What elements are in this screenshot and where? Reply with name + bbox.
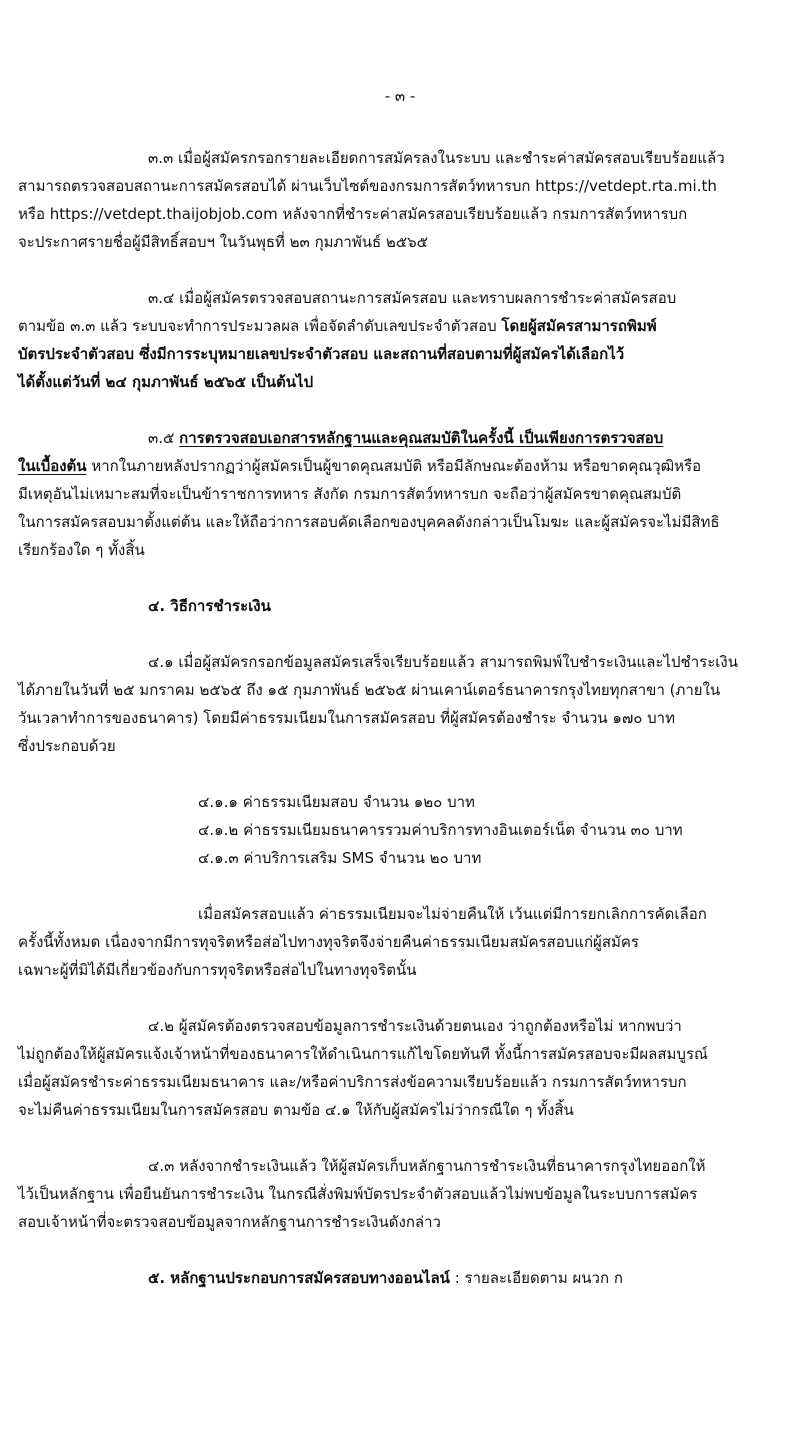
document-line xyxy=(18,1044,780,1066)
text-segment: ไว้เป็นหลักฐาน เพื่อยืนยันการชำระเงิน ในกรณีสั่งพิมพ์บัตรประจำตัวสอบแล้วไม่พบข้อมูลในระบบการสมัคร xyxy=(18,1185,698,1203)
text-segment: เมื่อผู้สมัครชำระค่าธรรมเนียมธนาคาร และ/หรือค่าบริการส่งข้อความเรียบร้อยแล้ว กรมการสัตว์ทหารบก xyxy=(18,1073,687,1091)
document-line xyxy=(18,1184,780,1206)
document-line xyxy=(18,932,780,954)
text-segment: วันเวลาทำการของธนาคาร) โดยมีค่าธรรมเนียมในการสมัครสอบ ที่ผู้สมัครต้องชำระ จำนวน ๑๗๐ บาท xyxy=(18,709,675,727)
document-line xyxy=(18,484,780,506)
text-segment: จะไม่คืนค่าธรรมเนียมในการสมัครสอบ ตามข้อ ๔.๑ ให้กับผู้สมัครไม่ว่ากรณีใด ๆ ทั้งสิ้น xyxy=(18,1101,574,1119)
text-segment: ซึ่งประกอบด้วย xyxy=(18,737,116,755)
text-segment: ๔.๑.๑ ค่าธรรมเนียมสอบ จำนวน ๑๒๐ บาท xyxy=(198,793,475,811)
page-number: - ๓ - xyxy=(384,87,416,105)
text-segment: บัตรประจำตัวสอบ ซึ่งมีการระบุหมายเลขประจำตัวสอบ และสถานที่สอบตามที่ผู้สมัครได้เลือกไว้ xyxy=(18,345,625,363)
document-line xyxy=(18,1100,780,1122)
text-segment: ๔.๑.๓ ค่าบริการเสริม SMS จำนวน ๒๐ บาท xyxy=(198,849,482,867)
text-segment: เรียกร้องใด ๆ ทั้งสิ้น xyxy=(18,541,145,559)
document-line xyxy=(148,596,800,618)
document-line xyxy=(148,652,800,674)
text-segment: จะประกาศรายชื่อผู้มีสิทธิ์สอบฯ ในวันพุธที่ ๒๓ กุมภาพันธ์ ๒๕๖๕ xyxy=(18,233,429,251)
document-line xyxy=(18,456,780,478)
document-line xyxy=(18,960,780,982)
document-line xyxy=(18,204,780,226)
text-segment: สามารถตรวจสอบสถานะการสมัครสอบได้ ผ่านเว็บไซต์ของกรมการสัตว์ทหารบก https://vetdept.rta.mi.th xyxy=(18,177,717,195)
text-segment: ๕. หลักฐานประกอบการสมัครสอบทางออนไลน์ xyxy=(148,1269,450,1287)
document-line xyxy=(18,176,780,198)
document-line xyxy=(198,820,758,842)
text-segment: หรือ https://vetdept.thaijobjob.com หลังจากที่ชำระค่าสมัครสอบเรียบร้อยแล้ว กรมการสัตว์ทหารบก xyxy=(18,205,688,223)
document-line xyxy=(148,1016,800,1038)
document-line xyxy=(148,1156,800,1178)
text-segment: เมื่อสมัครสอบแล้ว ค่าธรรมเนียมจะไม่จ่ายคืนให้ เว้นแต่มีการยกเลิกการคัดเลือก xyxy=(198,905,707,923)
text-segment: หากในภายหลังปรากฏว่าผู้สมัครเป็นผู้ขาดคุณสมบัติ หรือมีลักษณะต้องห้าม หรือขาดคุณวุฒิหรือ xyxy=(86,457,702,475)
document-line xyxy=(198,848,758,870)
document-line xyxy=(148,148,800,170)
document-line xyxy=(148,288,800,310)
text-segment: เฉพาะผู้ที่มิได้มีเกี่ยวข้องกับการทุจริตหรือส่อไปในทางทุจริตนั้น xyxy=(18,961,417,979)
document-line xyxy=(18,708,780,730)
text-segment: มีเหตุอันไม่เหมาะสมที่จะเป็นข้าราชการทหาร สังกัด กรมการสัตว์ทหารบก จะถือว่าผู้สมัครขาดคุณสมบัติ xyxy=(18,485,682,503)
text-segment: : รายละเอียดตาม ผนวก ก xyxy=(449,1269,623,1287)
document-line xyxy=(198,792,758,814)
document-line xyxy=(18,372,780,394)
document-line xyxy=(18,344,780,366)
text-segment: โดยผู้สมัครสามารถพิมพ์ xyxy=(501,317,657,335)
document-line xyxy=(18,1072,780,1094)
text-segment: ๓.๓ เมื่อผู้สมัครกรอกรายละเอียดการสมัครลงในระบบ และชำระค่าสมัครสอบเรียบร้อยแล้ว xyxy=(148,149,725,167)
text-segment: ในการสมัครสอบมาตั้งแต่ต้น และให้ถือว่าการสอบคัดเลือกของบุคคลดังกล่าวเป็นโมฆะ และผู้สมัครจะไม่มีสิทธิ xyxy=(18,513,720,531)
document-line xyxy=(18,736,780,758)
document-line xyxy=(18,232,780,254)
document-line xyxy=(148,1268,800,1290)
text-segment: ๔.๑ เมื่อผู้สมัครกรอกข้อมูลสมัครเสร็จเรียบร้อยแล้ว สามารถพิมพ์ใบชำระเงินและไปชำระเงิน xyxy=(148,653,738,671)
document-line xyxy=(18,512,780,534)
document-line xyxy=(198,904,760,926)
text-segment: ๔.๒ ผู้สมัครต้องตรวจสอบข้อมูลการชำระเงินด้วยตนเอง ว่าถูกต้องหรือไม่ หากพบว่า xyxy=(148,1017,682,1035)
text-segment: การตรวจสอบเอกสารหลักฐานและคุณสมบัติในครั้งนี้ เป็นเพียงการตรวจสอบ xyxy=(179,429,664,447)
text-segment: ๓.๕ xyxy=(148,429,180,447)
document-line xyxy=(18,680,780,702)
document-line xyxy=(18,316,780,338)
document-line xyxy=(18,540,780,562)
document-line xyxy=(18,1212,780,1234)
text-segment: ได้ตั้งแต่วันที่ ๒๔ กุมภาพันธ์ ๒๕๖๕ เป็นต้นไป xyxy=(18,373,314,391)
text-segment: ในเบื้องต้น xyxy=(18,457,87,475)
text-segment: ๔.๑.๒ ค่าธรรมเนียมธนาคารรวมค่าบริการทางอินเตอร์เน็ต จำนวน ๓๐ บาท xyxy=(198,821,683,839)
text-segment: ครั้งนี้ทั้งหมด เนื่องจากมีการทุจริตหรือส่อไปทางทุจริตจึงจ่ายคืนค่าธรรมเนียมสมัครสอบแก่ผู้สมัคร xyxy=(18,933,639,951)
text-segment: ๓.๔ เมื่อผู้สมัครตรวจสอบสถานะการสมัครสอบ และทราบผลการชำระค่าสมัครสอบ xyxy=(148,289,677,307)
text-segment: ๔. วิธีการชำระเงิน xyxy=(148,597,271,615)
text-segment: สอบเจ้าหน้าที่จะตรวจสอบข้อมูลจากหลักฐานการชำระเงินดังกล่าว xyxy=(18,1213,441,1231)
document-line xyxy=(148,428,800,450)
text-segment: ๔.๓ หลังจากชำระเงินแล้ว ให้ผู้สมัครเก็บหลักฐานการชำระเงินที่ธนาคารกรุงไทยออกให้ xyxy=(148,1157,706,1175)
text-segment: ได้ภายในวันที่ ๒๕ มกราคม ๒๕๖๕ ถึง ๑๕ กุมภาพันธ์ ๒๕๖๕ ผ่านเคาน์เตอร์ธนาคารกรุงไทยทุกสาขา (ภายใน xyxy=(18,681,721,699)
text-segment: ไม่ถูกต้องให้ผู้สมัครแจ้งเจ้าหน้าที่ของธนาคารให้ดำเนินการแก้ไขโดยทันที ทั้งนี้การสมัครสอบจะมีผลสมบูรณ์ xyxy=(18,1045,708,1063)
text-segment: ตามข้อ ๓.๓ แล้ว ระบบจะทำการประมวลผล เพื่อจัดลำดับเลขประจำตัวสอบ xyxy=(18,317,502,335)
